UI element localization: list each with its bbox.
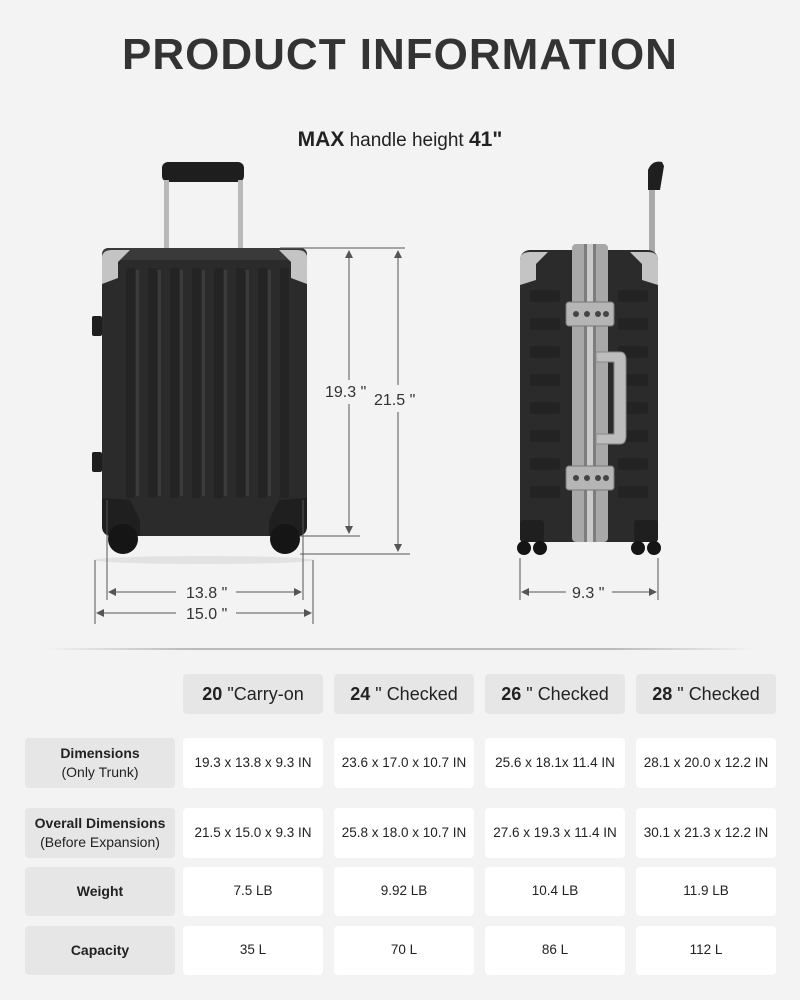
- table-cell: 10.4 LB: [485, 867, 625, 916]
- handle-note-prefix: MAX: [297, 128, 345, 151]
- table-cell: 28.1 x 20.0 x 12.2 IN: [636, 738, 776, 788]
- width-outer-label: 15.0 ": [186, 606, 228, 623]
- col-size: 20: [202, 683, 223, 704]
- table-cell: 35 L: [183, 926, 323, 975]
- handle-height-note: [0, 128, 800, 152]
- height-outer-label: 21.5 ": [374, 392, 416, 409]
- handle-note-value: 41": [469, 128, 503, 151]
- row-label-overall-dimensions: [25, 808, 175, 858]
- table-cell: 9.92 LB: [334, 867, 474, 916]
- table-cell: 25.8 x 18.0 x 10.7 IN: [334, 808, 474, 858]
- handle-note-text: handle height: [349, 130, 464, 151]
- page-title: PRODUCT INFORMATION: [122, 30, 678, 79]
- col-size: 28: [652, 683, 673, 704]
- table-cell: 21.5 x 15.0 x 9.3 IN: [183, 808, 323, 858]
- table-cell: 11.9 LB: [636, 867, 776, 916]
- table-cell: 7.5 LB: [183, 867, 323, 916]
- depth-label: 9.3 ": [572, 585, 605, 602]
- table-cell: 23.6 x 17.0 x 10.7 IN: [334, 738, 474, 788]
- col-header-28: [636, 674, 776, 714]
- col-size: 24: [350, 683, 371, 704]
- col-label: " Checked: [677, 683, 760, 704]
- row-label-weight: [25, 867, 175, 916]
- height-inner-label: 19.3 ": [325, 384, 367, 401]
- width-inner-label: 13.8 ": [186, 585, 228, 602]
- table-cell: 112 L: [636, 926, 776, 975]
- luggage-illustration: [0, 150, 800, 630]
- row-label: Dimensions: [60, 745, 140, 762]
- col-header-20: [183, 674, 323, 714]
- table-cell: 27.6 x 19.3 x 11.4 IN: [485, 808, 625, 858]
- section-divider: [45, 648, 755, 650]
- table-cell: 30.1 x 21.3 x 12.2 IN: [636, 808, 776, 858]
- row-label: Weight: [76, 883, 124, 900]
- col-label: " Checked: [375, 683, 458, 704]
- side-suitcase-image: [517, 162, 664, 555]
- col-size: 26: [501, 683, 522, 704]
- row-sublabel: (Before Expansion): [40, 834, 160, 850]
- table-cell: 70 L: [334, 926, 474, 975]
- table-cell: 86 L: [485, 926, 625, 975]
- row-label-capacity: [25, 926, 175, 975]
- row-label: Overall Dimensions: [34, 815, 166, 832]
- row-label: Capacity: [70, 942, 130, 959]
- col-label: "Carry-on: [227, 683, 304, 704]
- table-cell: 25.6 x 18.1x 11.4 IN: [485, 738, 625, 788]
- row-label-dimensions: [25, 738, 175, 788]
- table-cell: 19.3 x 13.8 x 9.3 IN: [183, 738, 323, 788]
- col-header-24: [334, 674, 474, 714]
- front-suitcase-image: [92, 162, 314, 564]
- row-sublabel: (Only Trunk): [61, 764, 139, 780]
- col-header-26: [485, 674, 625, 714]
- col-label: " Checked: [526, 683, 609, 704]
